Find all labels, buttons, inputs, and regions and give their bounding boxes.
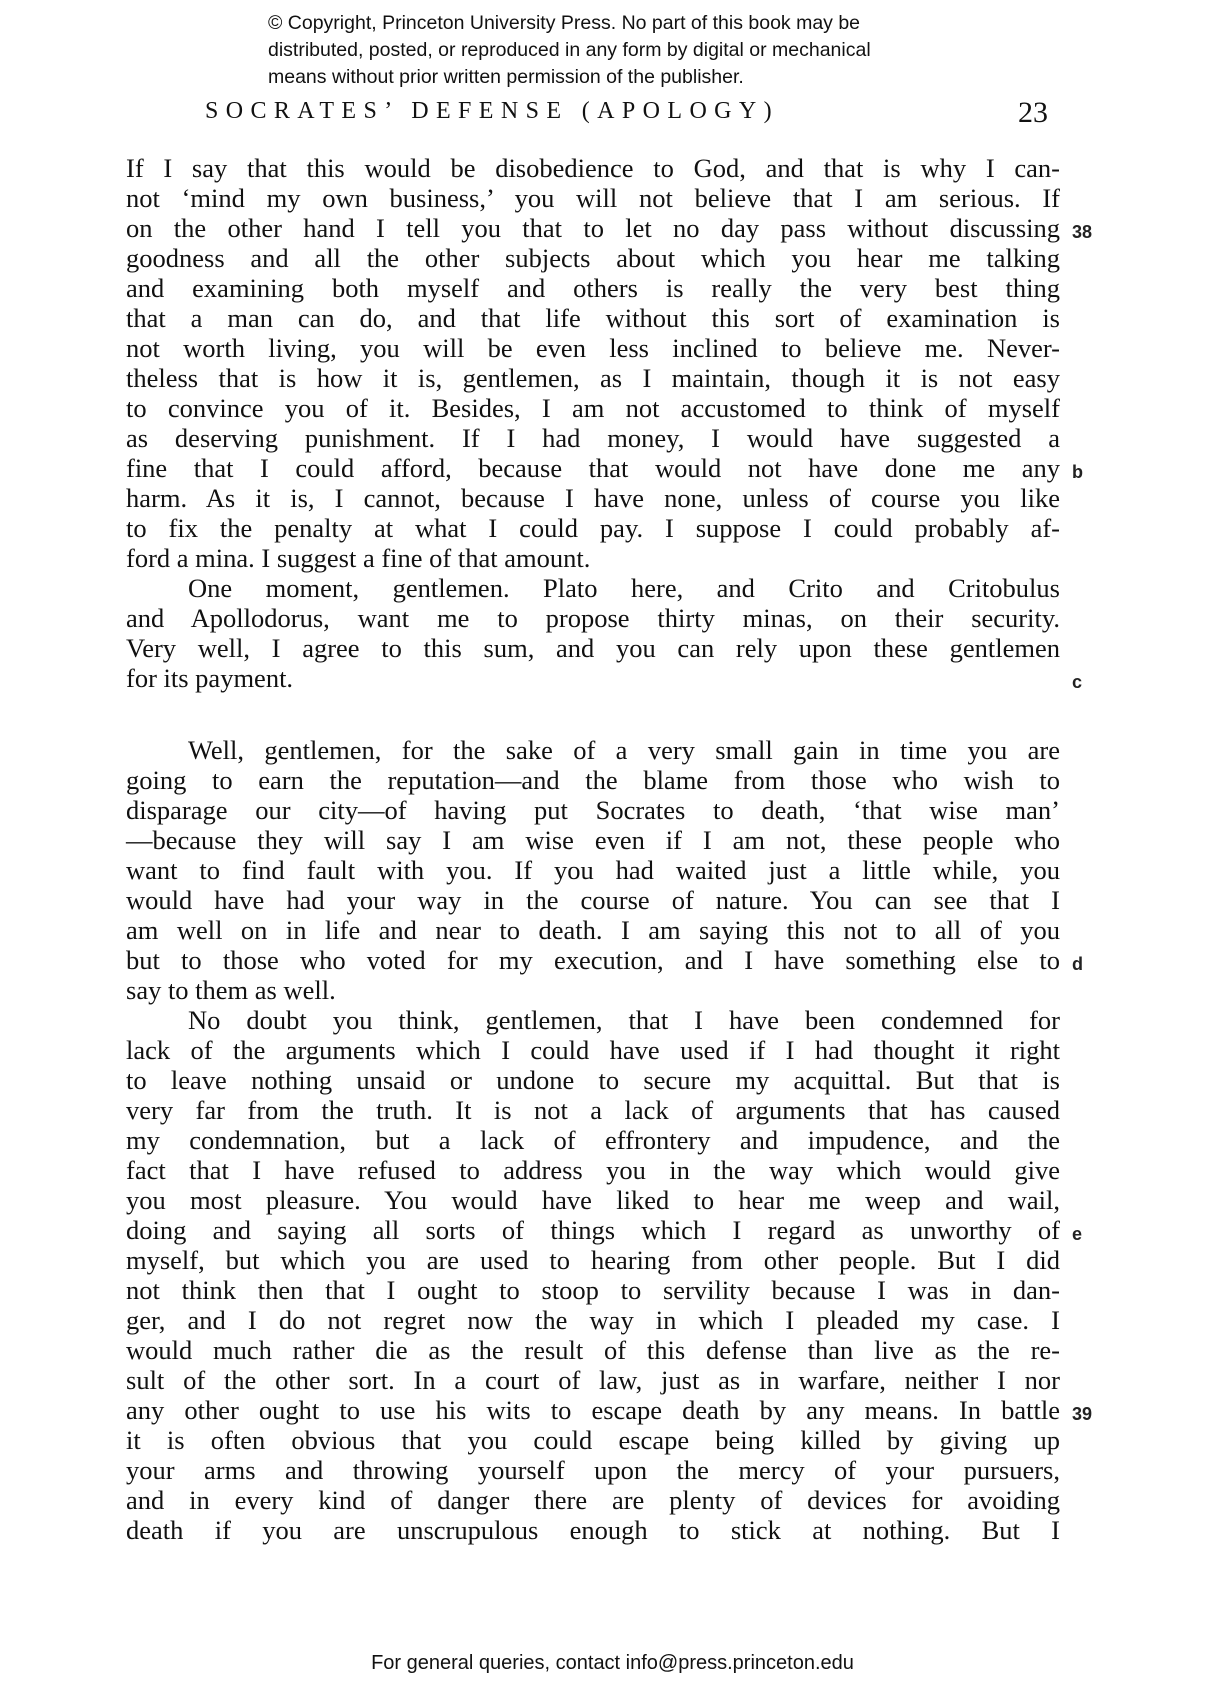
text-line: death if you are unscrupulous enough to stick at nothing. But I bbox=[126, 1515, 1060, 1545]
text-line: goodness and all the other subjects about which you hear me talking bbox=[126, 243, 1060, 273]
text-line: going to earn the reputation—and the blame from those who wish to bbox=[126, 765, 1060, 795]
text-line: not worth living, you will be even less inclined to believe me. Never- bbox=[126, 333, 1060, 363]
footer-contact: For general queries, contact info@press.princeton.edu bbox=[371, 1652, 854, 1674]
text-line: not ‘mind my own business,’ you will not believe that I am serious. If bbox=[126, 183, 1060, 213]
text-line: Very well, I agree to this sum, and you can rely upon these gentlemen bbox=[126, 633, 1060, 663]
text-line: for its payment. bbox=[126, 663, 294, 693]
stephanus-marker-e: e bbox=[1072, 1224, 1083, 1244]
text-line: would have had your way in the course of nature. You can see that I bbox=[126, 885, 1060, 915]
stephanus-marker-d: d bbox=[1072, 954, 1083, 974]
copyright-line: © Copyright, Princeton University Press. No part of this book may be bbox=[268, 12, 861, 34]
text-line: not think then that I ought to stoop to servility because I was in dan- bbox=[126, 1275, 1060, 1305]
text-line: your arms and throwing yourself upon the mercy of your pursuers, bbox=[126, 1455, 1060, 1485]
text-line: as deserving punishment. If I had money, I would have suggested a bbox=[126, 423, 1060, 453]
text-line: and Apollodorus, want me to propose thirty minas, on their security. bbox=[126, 603, 1060, 633]
text-line: fine that I could afford, because that would not have done me any bbox=[126, 453, 1060, 483]
text-line: fact that I have refused to address you in the way which would give bbox=[126, 1155, 1060, 1185]
text-line: —because they will say I am wise even if I am not, these people who bbox=[126, 825, 1060, 855]
page-number: 23 bbox=[1018, 96, 1048, 129]
text-line: my condemnation, but a lack of effrontery and impudence, and the bbox=[126, 1125, 1060, 1155]
stephanus-marker-c: c bbox=[1072, 672, 1083, 692]
text-line: on the other hand I tell you that to let no day pass without discussing bbox=[126, 213, 1060, 243]
copyright-line: distributed, posted, or reproduced in any form by digital or mechanical bbox=[268, 39, 871, 61]
text-line: am well on in life and near to death. I am saying this not to all of you bbox=[126, 915, 1060, 945]
text-line: would much rather die as the result of this defense than live as the re- bbox=[126, 1335, 1060, 1365]
text-line: and in every kind of danger there are plenty of devices for avoiding bbox=[126, 1485, 1060, 1515]
text-line: ger, and I do not regret now the way in which I pleaded my case. I bbox=[126, 1305, 1060, 1335]
text-line: theless that is how it is, gentlemen, as I maintain, though it is not easy bbox=[126, 363, 1060, 393]
stephanus-marker-38: 38 bbox=[1072, 222, 1093, 242]
text-line: Well, gentlemen, for the sake of a very small gain in time you are bbox=[188, 735, 1060, 765]
text-line: to convince you of it. Besides, I am not accustomed to think of myself bbox=[126, 393, 1060, 423]
text-line: doing and saying all sorts of things which I regard as unworthy of bbox=[126, 1215, 1060, 1245]
text-line: say to them as well. bbox=[126, 975, 336, 1005]
stephanus-marker-b: b bbox=[1072, 462, 1083, 482]
text-line: If I say that this would be disobedience to God, and that is why I can- bbox=[126, 153, 1060, 183]
text-line: disparage our city—of having put Socrates to death, ‘that wise man’ bbox=[126, 795, 1060, 825]
copyright-notice bbox=[268, 10, 1028, 91]
text-line: myself, but which you are used to hearing from other people. But I did bbox=[126, 1245, 1060, 1275]
text-line: ford a mina. I suggest a fine of that amount. bbox=[126, 543, 591, 573]
copyright-line: means without prior written permission of the publisher. bbox=[268, 66, 744, 88]
text-line: that a man can do, and that life without this sort of examination is bbox=[126, 303, 1060, 333]
text-line: you most pleasure. You would have liked to hear me weep and wail, bbox=[126, 1185, 1060, 1215]
text-line: it is often obvious that you could escape being killed by giving up bbox=[126, 1425, 1060, 1455]
text-line: any other ought to use his wits to escape death by any means. In battle bbox=[126, 1395, 1060, 1425]
text-line: and examining both myself and others is really the very best thing bbox=[126, 273, 1060, 303]
text-line: No doubt you think, gentlemen, that I have been condemned for bbox=[188, 1005, 1060, 1035]
text-line: to fix the penalty at what I could pay. I suppose I could probably af- bbox=[126, 513, 1060, 543]
text-line: to leave nothing unsaid or undone to secure my acquittal. But that is bbox=[126, 1065, 1060, 1095]
text-line: want to find fault with you. If you had waited just a little while, you bbox=[126, 855, 1060, 885]
text-line: lack of the arguments which I could have used if I had thought it right bbox=[126, 1035, 1060, 1065]
stephanus-marker-39: 39 bbox=[1072, 1404, 1093, 1424]
text-line: but to those who voted for my execution, and I have something else to bbox=[126, 945, 1060, 975]
text-line: harm. As it is, I cannot, because I have none, unless of course you like bbox=[126, 483, 1060, 513]
text-line: very far from the truth. It is not a lack of arguments that has caused bbox=[126, 1095, 1060, 1125]
text-line: One moment, gentlemen. Plato here, and Crito and Critobulus bbox=[188, 573, 1060, 603]
text-line: sult of the other sort. In a court of law, just as in warfare, neither I nor bbox=[126, 1365, 1060, 1395]
running-title: SOCRATES’ DEFENSE (APOLOGY) bbox=[205, 98, 780, 124]
